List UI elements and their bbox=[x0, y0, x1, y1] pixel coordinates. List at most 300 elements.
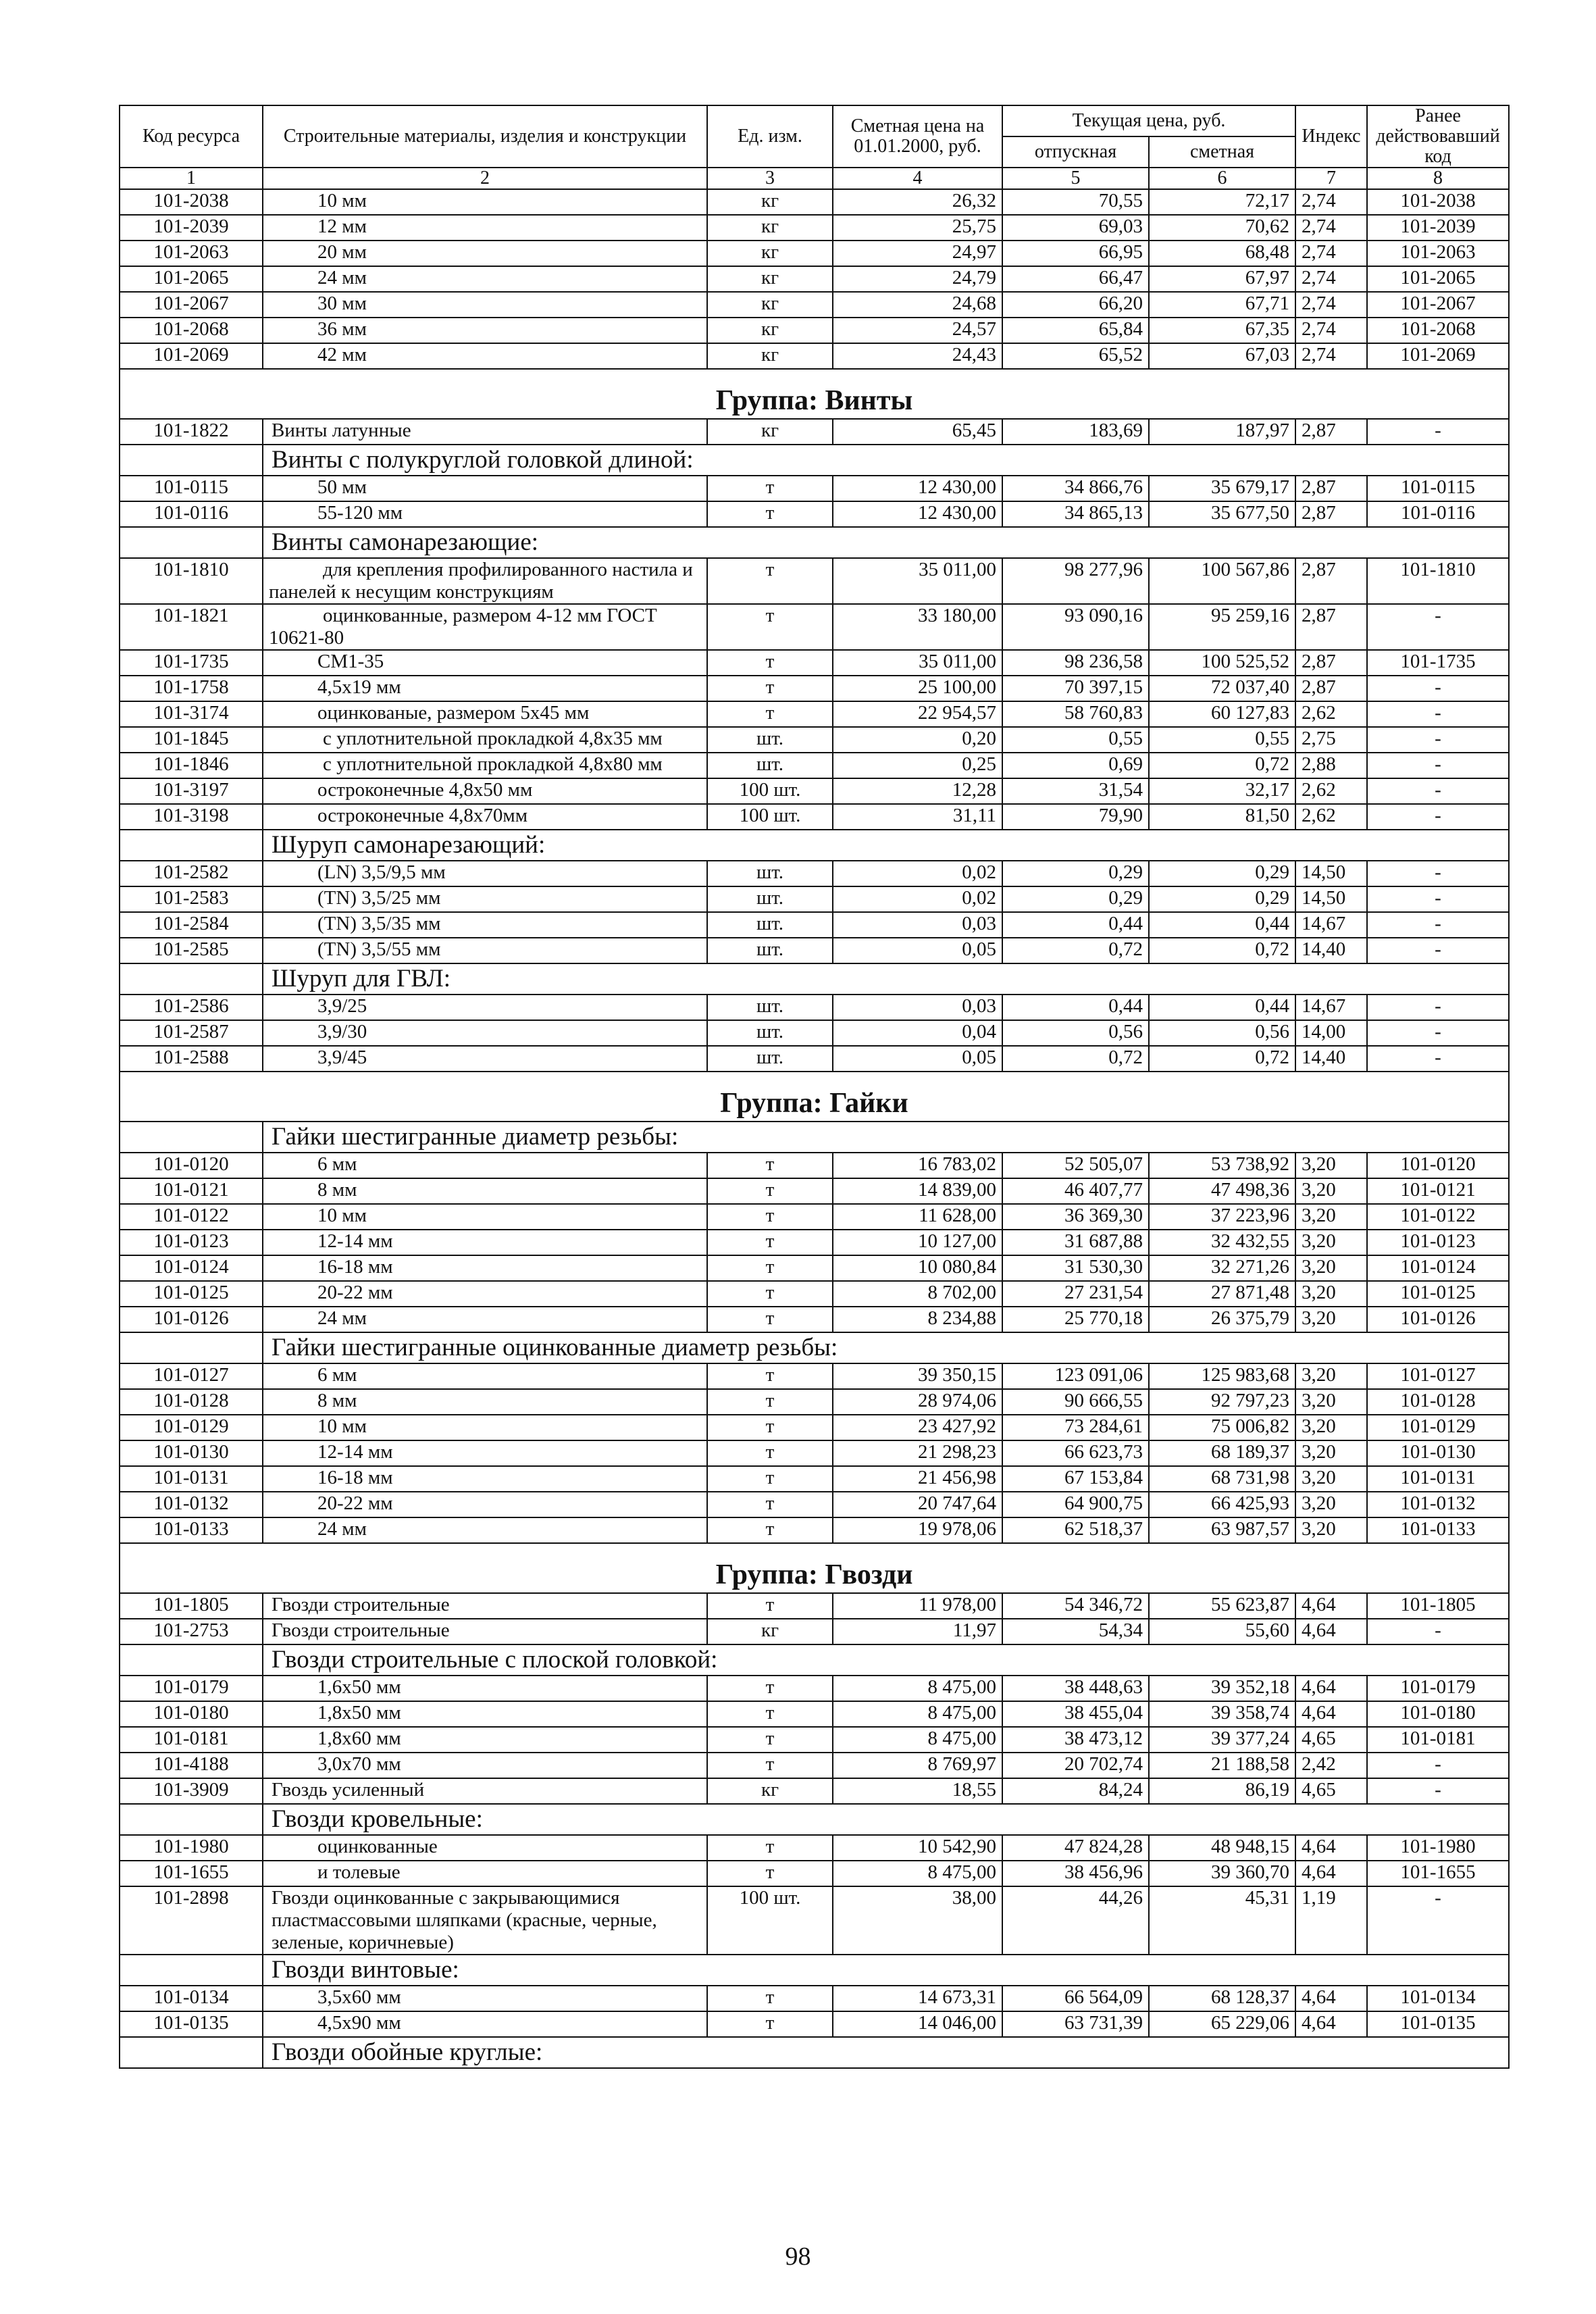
estimate-price-cell: 66 425,93 bbox=[1149, 1492, 1295, 1517]
material-name-cell: остроконечные 4,8x50 мм bbox=[263, 778, 707, 804]
index-cell: 3,20 bbox=[1295, 1492, 1367, 1517]
table-row bbox=[120, 701, 1509, 727]
previous-code-cell: - bbox=[1367, 701, 1509, 727]
subgroup-heading-row bbox=[120, 1644, 1509, 1676]
col-header-name: Строительные материалы, изделия и конструкции bbox=[263, 105, 707, 168]
table-row bbox=[120, 1363, 1509, 1389]
material-name-cell: (TN) 3,5/35 мм bbox=[263, 912, 707, 938]
resource-code-cell: 101-2582 bbox=[120, 861, 263, 886]
subgroup-heading: Гвозди обойные круглые: bbox=[263, 2037, 1509, 2068]
release-price-cell: 65,52 bbox=[1002, 343, 1149, 369]
index-cell: 2,74 bbox=[1295, 241, 1367, 266]
resource-code-cell: 101-0132 bbox=[120, 1492, 263, 1517]
estimate-price-cell: 45,31 bbox=[1149, 1886, 1295, 1955]
base-price-cell: 65,45 bbox=[833, 419, 1002, 445]
release-price-cell: 0,29 bbox=[1002, 861, 1149, 886]
index-cell: 14,40 bbox=[1295, 938, 1367, 963]
previous-code-cell: - bbox=[1367, 604, 1509, 650]
subgroup-heading: Гвозди кровельные: bbox=[263, 1804, 1509, 1835]
resource-code-cell: 101-2585 bbox=[120, 938, 263, 963]
material-name-cell: 8 мм bbox=[263, 1178, 707, 1204]
base-price-cell: 0,03 bbox=[833, 912, 1002, 938]
unit-cell: т bbox=[707, 650, 833, 676]
base-price-cell: 8 702,00 bbox=[833, 1281, 1002, 1307]
resource-code-cell: 101-2069 bbox=[120, 343, 263, 369]
unit-cell: т bbox=[707, 1835, 833, 1861]
base-price-cell: 0,05 bbox=[833, 1046, 1002, 1072]
index-cell: 3,20 bbox=[1295, 1153, 1367, 1178]
column-number: 3 bbox=[707, 168, 833, 189]
subgroup-heading-row bbox=[120, 1332, 1509, 1363]
release-price-cell: 0,44 bbox=[1002, 912, 1149, 938]
table-row bbox=[120, 558, 1509, 604]
material-name-cell: Гвоздь усиленный bbox=[263, 1778, 707, 1804]
material-name-cell: (TN) 3,5/55 мм bbox=[263, 938, 707, 963]
subgroup-heading: Винты самонарезающие: bbox=[263, 527, 1509, 558]
release-price-cell: 38 456,96 bbox=[1002, 1861, 1149, 1886]
previous-code-cell: - bbox=[1367, 804, 1509, 830]
material-name-cell: 4,5x19 мм bbox=[263, 676, 707, 701]
unit-cell: шт. bbox=[707, 753, 833, 778]
base-price-cell: 10 542,90 bbox=[833, 1835, 1002, 1861]
table-row bbox=[120, 1255, 1509, 1281]
base-price-cell: 0,20 bbox=[833, 727, 1002, 753]
base-price-cell: 39 350,15 bbox=[833, 1363, 1002, 1389]
index-cell: 2,87 bbox=[1295, 419, 1367, 445]
release-price-cell: 123 091,06 bbox=[1002, 1363, 1149, 1389]
previous-code-cell: 101-0123 bbox=[1367, 1230, 1509, 1255]
estimate-price-cell: 67,97 bbox=[1149, 266, 1295, 292]
material-name-cell: 16-18 мм bbox=[263, 1466, 707, 1492]
previous-code-cell: 101-2063 bbox=[1367, 241, 1509, 266]
table-row bbox=[120, 676, 1509, 701]
unit-cell: шт. bbox=[707, 995, 833, 1020]
base-price-cell: 12 430,00 bbox=[833, 476, 1002, 501]
estimate-price-cell: 67,03 bbox=[1149, 343, 1295, 369]
material-name-cell: оцинкованые, размером 5x45 мм bbox=[263, 701, 707, 727]
estimate-price-cell: 65 229,06 bbox=[1149, 2011, 1295, 2037]
material-name-cell: Гвозди оцинкованные с закрывающимися пластмассовыми шляпками (красные, черные, зеленые, коричневые) bbox=[263, 1886, 707, 1955]
previous-code-cell: - bbox=[1367, 995, 1509, 1020]
unit-cell: т bbox=[707, 604, 833, 650]
base-price-cell: 12 430,00 bbox=[833, 501, 1002, 527]
previous-code-cell: - bbox=[1367, 1619, 1509, 1644]
empty-cell bbox=[120, 2037, 263, 2068]
resource-code-cell: 101-4188 bbox=[120, 1753, 263, 1778]
unit-cell: т bbox=[707, 1593, 833, 1619]
table-row bbox=[120, 995, 1509, 1020]
table-row bbox=[120, 292, 1509, 318]
previous-code-cell: 101-2068 bbox=[1367, 318, 1509, 343]
release-price-cell: 66,47 bbox=[1002, 266, 1149, 292]
resource-code-cell: 101-0122 bbox=[120, 1204, 263, 1230]
unit-cell: т bbox=[707, 1440, 833, 1466]
table-row bbox=[120, 1440, 1509, 1466]
index-cell: 4,64 bbox=[1295, 1593, 1367, 1619]
release-price-cell: 79,90 bbox=[1002, 804, 1149, 830]
index-cell: 2,62 bbox=[1295, 701, 1367, 727]
material-name-cell: 3,9/25 bbox=[263, 995, 707, 1020]
estimate-price-cell: 32,17 bbox=[1149, 778, 1295, 804]
unit-cell: шт. bbox=[707, 938, 833, 963]
previous-code-cell: 101-0125 bbox=[1367, 1281, 1509, 1307]
empty-cell bbox=[120, 1122, 263, 1153]
unit-cell: т bbox=[707, 2011, 833, 2037]
resource-code-cell: 101-0133 bbox=[120, 1517, 263, 1543]
previous-code-cell: 101-2065 bbox=[1367, 266, 1509, 292]
group-heading: Группа: Гвозди bbox=[120, 1543, 1509, 1593]
material-name-cell: оцинкованные, размером 4-12 мм ГОСТ 10621-80 bbox=[263, 604, 707, 650]
index-cell: 3,20 bbox=[1295, 1230, 1367, 1255]
table-row bbox=[120, 1466, 1509, 1492]
release-price-cell: 38 455,04 bbox=[1002, 1701, 1149, 1727]
resource-code-cell: 101-1805 bbox=[120, 1593, 263, 1619]
estimate-price-cell: 26 375,79 bbox=[1149, 1307, 1295, 1332]
base-price-cell: 0,02 bbox=[833, 861, 1002, 886]
base-price-cell: 28 974,06 bbox=[833, 1389, 1002, 1415]
estimate-price-cell: 0,72 bbox=[1149, 1046, 1295, 1072]
material-name-cell: 50 мм bbox=[263, 476, 707, 501]
material-name-cell: 12-14 мм bbox=[263, 1230, 707, 1255]
previous-code-cell: 101-1655 bbox=[1367, 1861, 1509, 1886]
previous-code-cell: - bbox=[1367, 419, 1509, 445]
estimate-price-cell: 32 432,55 bbox=[1149, 1230, 1295, 1255]
release-price-cell: 66 623,73 bbox=[1002, 1440, 1149, 1466]
material-name-cell: 1,8x50 мм bbox=[263, 1701, 707, 1727]
previous-code-cell: - bbox=[1367, 938, 1509, 963]
material-name-cell: 42 мм bbox=[263, 343, 707, 369]
release-price-cell: 98 277,96 bbox=[1002, 558, 1149, 604]
previous-code-cell: 101-0129 bbox=[1367, 1415, 1509, 1440]
index-cell: 2,74 bbox=[1295, 266, 1367, 292]
table-row bbox=[120, 1593, 1509, 1619]
base-price-cell: 24,57 bbox=[833, 318, 1002, 343]
resource-code-cell: 101-2063 bbox=[120, 241, 263, 266]
table-row bbox=[120, 753, 1509, 778]
resource-code-cell: 101-0121 bbox=[120, 1178, 263, 1204]
material-name-cell: 1,8x60 мм bbox=[263, 1727, 707, 1753]
previous-code-cell: 101-1735 bbox=[1367, 650, 1509, 676]
base-price-cell: 11,97 bbox=[833, 1619, 1002, 1644]
release-price-cell: 98 236,58 bbox=[1002, 650, 1149, 676]
subgroup-heading-row bbox=[120, 963, 1509, 995]
material-name-cell: 8 мм bbox=[263, 1389, 707, 1415]
index-cell: 4,65 bbox=[1295, 1727, 1367, 1753]
previous-code-cell: 101-0116 bbox=[1367, 501, 1509, 527]
base-price-cell: 21 298,23 bbox=[833, 1440, 1002, 1466]
estimate-price-cell: 48 948,15 bbox=[1149, 1835, 1295, 1861]
unit-cell: кг bbox=[707, 215, 833, 241]
table-row bbox=[120, 1046, 1509, 1072]
unit-cell: кг bbox=[707, 419, 833, 445]
resource-code-cell: 101-1822 bbox=[120, 419, 263, 445]
material-name-cell: остроконечные 4,8x70мм bbox=[263, 804, 707, 830]
previous-code-cell: 101-0121 bbox=[1367, 1178, 1509, 1204]
column-number: 8 bbox=[1367, 168, 1509, 189]
previous-code-cell: - bbox=[1367, 727, 1509, 753]
index-cell: 4,64 bbox=[1295, 1861, 1367, 1886]
index-cell: 4,64 bbox=[1295, 1701, 1367, 1727]
resource-code-cell: 101-2753 bbox=[120, 1619, 263, 1644]
col-header-index: Индекс bbox=[1295, 105, 1367, 168]
index-cell: 2,75 bbox=[1295, 727, 1367, 753]
previous-code-cell: 101-0133 bbox=[1367, 1517, 1509, 1543]
table-row bbox=[120, 778, 1509, 804]
resource-code-cell: 101-2586 bbox=[120, 995, 263, 1020]
index-cell: 2,62 bbox=[1295, 778, 1367, 804]
resource-code-cell: 101-3174 bbox=[120, 701, 263, 727]
estimate-price-cell: 53 738,92 bbox=[1149, 1153, 1295, 1178]
index-cell: 2,87 bbox=[1295, 476, 1367, 501]
index-cell: 14,40 bbox=[1295, 1046, 1367, 1072]
index-cell: 2,74 bbox=[1295, 189, 1367, 215]
release-price-cell: 47 824,28 bbox=[1002, 1835, 1149, 1861]
material-name-cell: (LN) 3,5/9,5 мм bbox=[263, 861, 707, 886]
unit-cell: т bbox=[707, 1466, 833, 1492]
unit-cell: т bbox=[707, 1389, 833, 1415]
unit-cell: шт. bbox=[707, 727, 833, 753]
resource-code-cell: 101-2583 bbox=[120, 886, 263, 912]
release-price-cell: 66 564,09 bbox=[1002, 1986, 1149, 2011]
base-price-cell: 11 978,00 bbox=[833, 1593, 1002, 1619]
release-price-cell: 31 530,30 bbox=[1002, 1255, 1149, 1281]
base-price-cell: 14 046,00 bbox=[833, 2011, 1002, 2037]
material-name-cell: 3,9/30 bbox=[263, 1020, 707, 1046]
release-price-cell: 34 866,76 bbox=[1002, 476, 1149, 501]
index-cell: 2,62 bbox=[1295, 804, 1367, 830]
index-cell: 14,67 bbox=[1295, 995, 1367, 1020]
resource-code-cell: 101-2068 bbox=[120, 318, 263, 343]
release-price-cell: 31 687,88 bbox=[1002, 1230, 1149, 1255]
estimate-price-cell: 68,48 bbox=[1149, 241, 1295, 266]
estimate-price-cell: 47 498,36 bbox=[1149, 1178, 1295, 1204]
resource-code-cell: 101-1810 bbox=[120, 558, 263, 604]
resource-code-cell: 101-3198 bbox=[120, 804, 263, 830]
subgroup-heading-row bbox=[120, 1122, 1509, 1153]
table-row bbox=[120, 1986, 1509, 2011]
table-row bbox=[120, 1727, 1509, 1753]
base-price-cell: 14 673,31 bbox=[833, 1986, 1002, 2011]
table-row bbox=[120, 215, 1509, 241]
unit-cell: т bbox=[707, 1230, 833, 1255]
resource-code-cell: 101-1758 bbox=[120, 676, 263, 701]
release-price-cell: 38 473,12 bbox=[1002, 1727, 1149, 1753]
material-name-cell: 10 мм bbox=[263, 1204, 707, 1230]
table-row bbox=[120, 1415, 1509, 1440]
table-row bbox=[120, 1307, 1509, 1332]
release-price-cell: 84,24 bbox=[1002, 1778, 1149, 1804]
subgroup-heading: Шуруп самонарезающий: bbox=[263, 830, 1509, 861]
column-number: 7 bbox=[1295, 168, 1367, 189]
group-heading-row bbox=[120, 1543, 1509, 1593]
previous-code-cell: 101-2067 bbox=[1367, 292, 1509, 318]
material-name-cell: Гвозди строительные bbox=[263, 1593, 707, 1619]
material-name-cell: 4,5x90 мм bbox=[263, 2011, 707, 2037]
table-row bbox=[120, 1178, 1509, 1204]
resource-code-cell: 101-0120 bbox=[120, 1153, 263, 1178]
table-row bbox=[120, 1204, 1509, 1230]
material-name-cell: 24 мм bbox=[263, 266, 707, 292]
column-number: 6 bbox=[1149, 168, 1295, 189]
index-cell: 3,20 bbox=[1295, 1178, 1367, 1204]
resource-code-cell: 101-1821 bbox=[120, 604, 263, 650]
column-numbers-row bbox=[120, 168, 1509, 189]
release-price-cell: 36 369,30 bbox=[1002, 1204, 1149, 1230]
resource-code-cell: 101-0116 bbox=[120, 501, 263, 527]
previous-code-cell: - bbox=[1367, 1886, 1509, 1955]
release-price-cell: 25 770,18 bbox=[1002, 1307, 1149, 1332]
estimate-price-cell: 81,50 bbox=[1149, 804, 1295, 830]
base-price-cell: 0,02 bbox=[833, 886, 1002, 912]
material-name-cell: с уплотнительной прокладкой 4,8x80 мм bbox=[263, 753, 707, 778]
base-price-cell: 21 456,98 bbox=[833, 1466, 1002, 1492]
index-cell: 3,20 bbox=[1295, 1517, 1367, 1543]
column-number: 5 bbox=[1002, 168, 1149, 189]
unit-cell: шт. bbox=[707, 861, 833, 886]
resource-code-cell: 101-2039 bbox=[120, 215, 263, 241]
index-cell: 3,20 bbox=[1295, 1307, 1367, 1332]
table-row bbox=[120, 650, 1509, 676]
resource-code-cell: 101-1655 bbox=[120, 1861, 263, 1886]
col-header-prev-code: Ранее действовавший код bbox=[1367, 105, 1509, 168]
previous-code-cell: 101-0132 bbox=[1367, 1492, 1509, 1517]
index-cell: 2,87 bbox=[1295, 650, 1367, 676]
base-price-cell: 24,79 bbox=[833, 266, 1002, 292]
base-price-cell: 31,11 bbox=[833, 804, 1002, 830]
release-price-cell: 46 407,77 bbox=[1002, 1178, 1149, 1204]
price-table bbox=[119, 105, 1510, 2069]
material-name-cell: 12-14 мм bbox=[263, 1440, 707, 1466]
previous-code-cell: 101-0134 bbox=[1367, 1986, 1509, 2011]
index-cell: 2,87 bbox=[1295, 676, 1367, 701]
unit-cell: т bbox=[707, 1986, 833, 2011]
table-row bbox=[120, 1886, 1509, 1955]
previous-code-cell: 101-2069 bbox=[1367, 343, 1509, 369]
table-row bbox=[120, 2011, 1509, 2037]
resource-code-cell: 101-0181 bbox=[120, 1727, 263, 1753]
unit-cell: т bbox=[707, 1307, 833, 1332]
table-row bbox=[120, 727, 1509, 753]
estimate-price-cell: 35 677,50 bbox=[1149, 501, 1295, 527]
unit-cell: кг bbox=[707, 292, 833, 318]
estimate-price-cell: 0,29 bbox=[1149, 886, 1295, 912]
index-cell: 4,64 bbox=[1295, 1986, 1367, 2011]
previous-code-cell: - bbox=[1367, 1778, 1509, 1804]
resource-code-cell: 101-0130 bbox=[120, 1440, 263, 1466]
material-name-cell: СМ1-35 bbox=[263, 650, 707, 676]
unit-cell: 100 шт. bbox=[707, 778, 833, 804]
previous-code-cell: - bbox=[1367, 1020, 1509, 1046]
release-price-cell: 0,72 bbox=[1002, 1046, 1149, 1072]
previous-code-cell: - bbox=[1367, 676, 1509, 701]
empty-cell bbox=[120, 445, 263, 476]
estimate-price-cell: 0,72 bbox=[1149, 753, 1295, 778]
previous-code-cell: 101-0122 bbox=[1367, 1204, 1509, 1230]
release-price-cell: 70 397,15 bbox=[1002, 676, 1149, 701]
resource-code-cell: 101-2587 bbox=[120, 1020, 263, 1046]
release-price-cell: 62 518,37 bbox=[1002, 1517, 1149, 1543]
release-price-cell: 34 865,13 bbox=[1002, 501, 1149, 527]
subgroup-heading-row bbox=[120, 830, 1509, 861]
release-price-cell: 31,54 bbox=[1002, 778, 1149, 804]
unit-cell: т bbox=[707, 1153, 833, 1178]
unit-cell: т bbox=[707, 1861, 833, 1886]
resource-code-cell: 101-0179 bbox=[120, 1676, 263, 1701]
table-row bbox=[120, 419, 1509, 445]
estimate-price-cell: 86,19 bbox=[1149, 1778, 1295, 1804]
estimate-price-cell: 0,55 bbox=[1149, 727, 1295, 753]
unit-cell: т bbox=[707, 1727, 833, 1753]
index-cell: 4,64 bbox=[1295, 1676, 1367, 1701]
release-price-cell: 58 760,83 bbox=[1002, 701, 1149, 727]
table-row bbox=[120, 1230, 1509, 1255]
material-name-cell: 3,0x70 мм bbox=[263, 1753, 707, 1778]
release-price-cell: 44,26 bbox=[1002, 1886, 1149, 1955]
base-price-cell: 8 475,00 bbox=[833, 1676, 1002, 1701]
estimate-price-cell: 68 128,37 bbox=[1149, 1986, 1295, 2011]
previous-code-cell: 101-0128 bbox=[1367, 1389, 1509, 1415]
unit-cell: шт. bbox=[707, 1020, 833, 1046]
base-price-cell: 38,00 bbox=[833, 1886, 1002, 1955]
estimate-price-cell: 0,44 bbox=[1149, 912, 1295, 938]
previous-code-cell: 101-1805 bbox=[1367, 1593, 1509, 1619]
release-price-cell: 90 666,55 bbox=[1002, 1389, 1149, 1415]
resource-code-cell: 101-3197 bbox=[120, 778, 263, 804]
base-price-cell: 20 747,64 bbox=[833, 1492, 1002, 1517]
index-cell: 14,50 bbox=[1295, 886, 1367, 912]
previous-code-cell: 101-0131 bbox=[1367, 1466, 1509, 1492]
table-row bbox=[120, 938, 1509, 963]
base-price-cell: 18,55 bbox=[833, 1778, 1002, 1804]
unit-cell: т bbox=[707, 701, 833, 727]
col-header-base-price: Сметная цена на 01.01.2000, руб. bbox=[833, 105, 1002, 168]
col-header-code: Код ресурса bbox=[120, 105, 263, 168]
unit-cell: т bbox=[707, 476, 833, 501]
base-price-cell: 8 234,88 bbox=[833, 1307, 1002, 1332]
estimate-price-cell: 100 567,86 bbox=[1149, 558, 1295, 604]
base-price-cell: 8 475,00 bbox=[833, 1861, 1002, 1886]
resource-code-cell: 101-0126 bbox=[120, 1307, 263, 1332]
index-cell: 3,20 bbox=[1295, 1281, 1367, 1307]
unit-cell: кг bbox=[707, 241, 833, 266]
table-row bbox=[120, 886, 1509, 912]
index-cell: 3,20 bbox=[1295, 1363, 1367, 1389]
previous-code-cell: 101-1980 bbox=[1367, 1835, 1509, 1861]
base-price-cell: 24,68 bbox=[833, 292, 1002, 318]
index-cell: 3,20 bbox=[1295, 1440, 1367, 1466]
unit-cell: кг bbox=[707, 318, 833, 343]
material-name-cell: 6 мм bbox=[263, 1363, 707, 1389]
release-price-cell: 20 702,74 bbox=[1002, 1753, 1149, 1778]
material-name-cell: 1,6x50 мм bbox=[263, 1676, 707, 1701]
estimate-price-cell: 39 352,18 bbox=[1149, 1676, 1295, 1701]
group-heading: Группа: Винты bbox=[120, 369, 1509, 419]
base-price-cell: 35 011,00 bbox=[833, 650, 1002, 676]
table-row bbox=[120, 266, 1509, 292]
estimate-price-cell: 39 377,24 bbox=[1149, 1727, 1295, 1753]
unit-cell: т bbox=[707, 1363, 833, 1389]
unit-cell: 100 шт. bbox=[707, 804, 833, 830]
table-row bbox=[120, 1753, 1509, 1778]
base-price-cell: 0,04 bbox=[833, 1020, 1002, 1046]
base-price-cell: 10 127,00 bbox=[833, 1230, 1002, 1255]
empty-cell bbox=[120, 830, 263, 861]
base-price-cell: 12,28 bbox=[833, 778, 1002, 804]
resource-code-cell: 101-2584 bbox=[120, 912, 263, 938]
index-cell: 2,88 bbox=[1295, 753, 1367, 778]
table-row bbox=[120, 343, 1509, 369]
subgroup-heading: Гайки шестигранные диаметр резьбы: bbox=[263, 1122, 1509, 1153]
